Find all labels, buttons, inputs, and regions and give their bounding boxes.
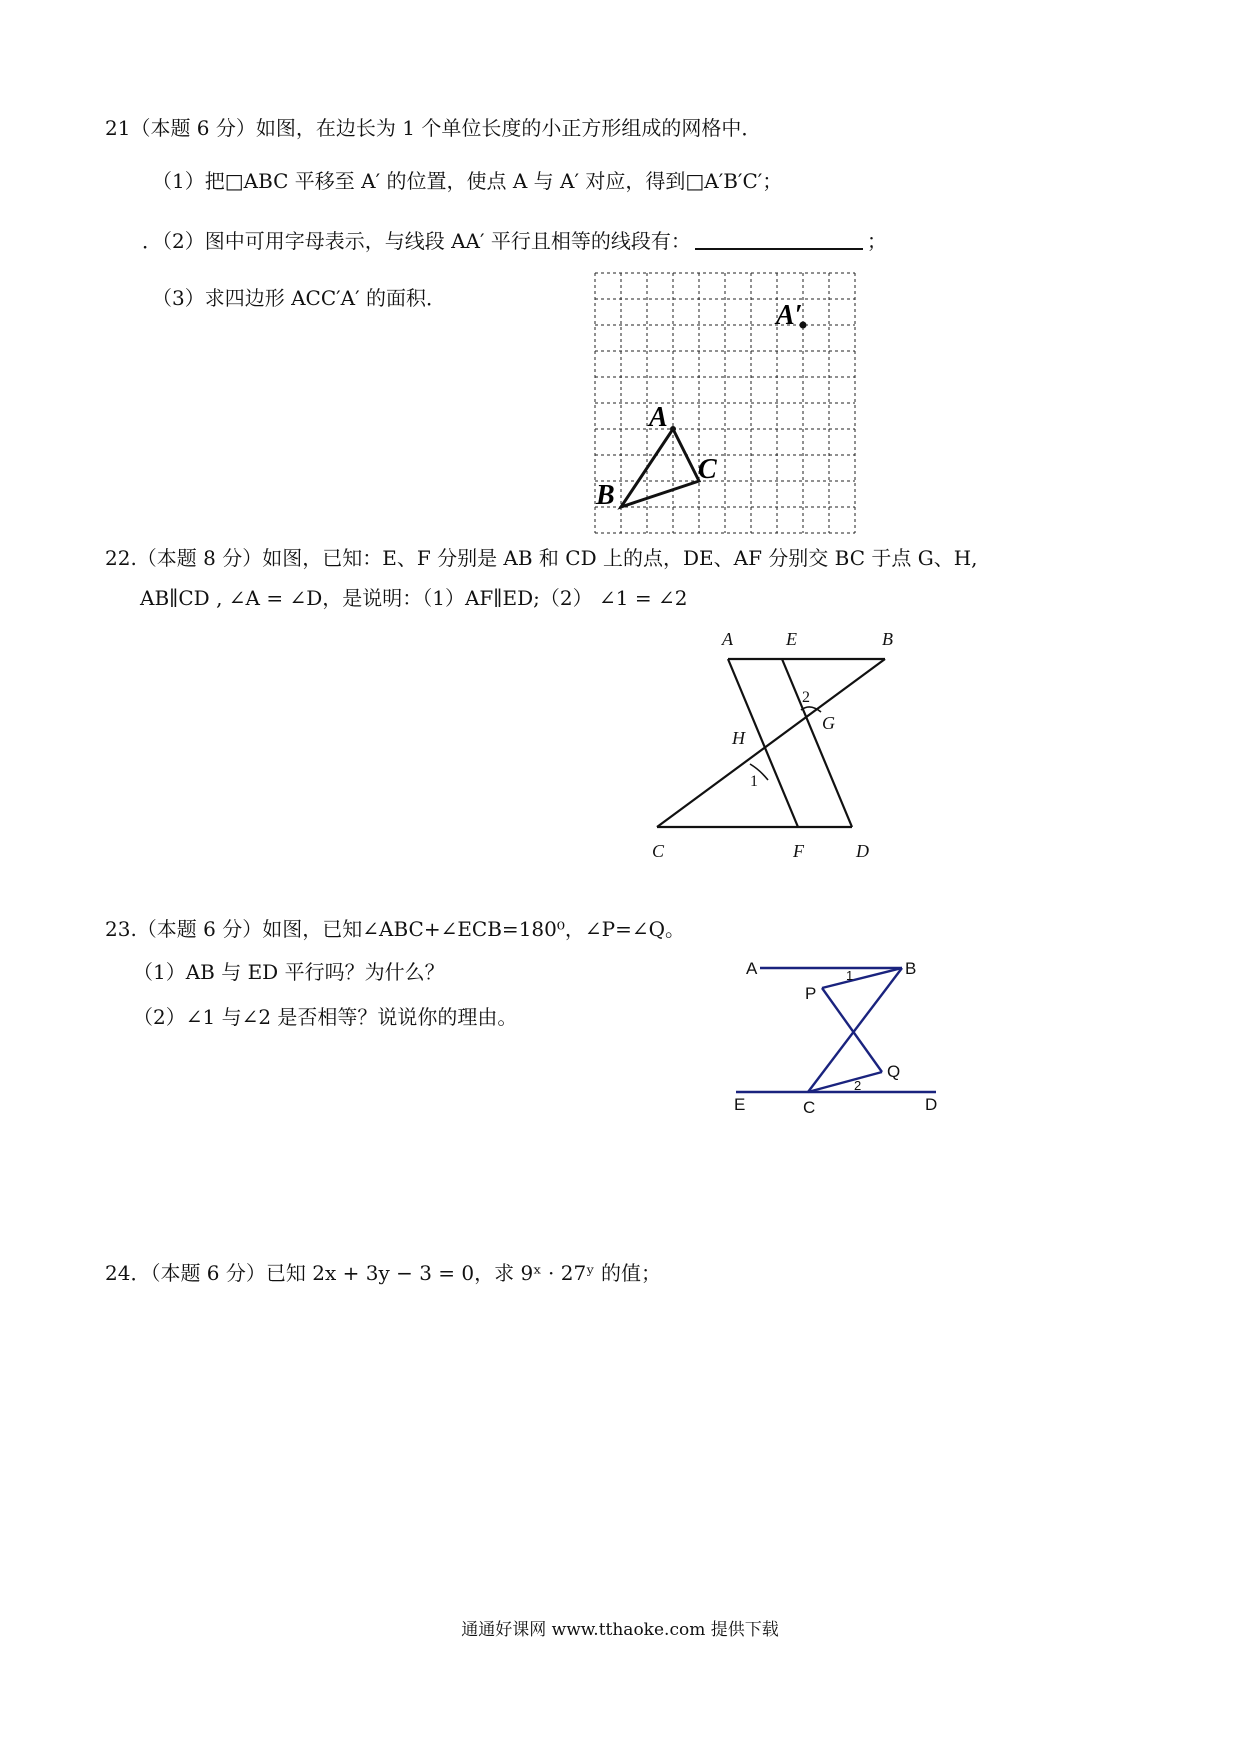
angle-1-label: 1 (750, 773, 758, 790)
label-f: F (793, 841, 804, 861)
angle-1-label: 1 (846, 968, 854, 983)
q24-title: 24．（本题 6 分）已知 2x + 3y − 3 = 0，求 9ˣ · 27ʸ 的值； (105, 1261, 662, 1285)
q23-part1: （1）AB 与 ED 平行吗？为什么？ (133, 960, 445, 984)
segment-bc (657, 659, 885, 827)
answer-blank (695, 226, 863, 250)
label-c: C (803, 1098, 816, 1117)
label-e: E (734, 1095, 746, 1114)
q21-part3: （3）求四边形 ACC′A′ 的面积． (152, 286, 447, 310)
q22-title: 22.（本题 8 分）如图，已知：E、F 分别是 AB 和 CD 上的点，DE、AF 分别交 BC 于点 G、H, (105, 546, 978, 570)
q23-title: 23.（本题 6 分）如图，已知∠ABC+∠ECB=180⁰，∠P=∠Q。 (105, 917, 686, 941)
label-c: C (652, 841, 665, 861)
q22-condition: AB∥CD , ∠A = ∠D，是说明：（1）AF∥ED;（2） ∠1 = ∠2 (140, 586, 688, 610)
point-a (670, 426, 676, 432)
label-b: B (905, 959, 917, 978)
q21-part1: （1）把□ABC 平移至 A′ 的位置，使点 A 与 A′ 对应，得到□A′B′C′； (152, 169, 783, 193)
q23-figure (728, 950, 948, 1120)
label-a: A (649, 402, 668, 433)
label-d: D (925, 1095, 938, 1114)
q23-part2: （2）∠1 与∠2 是否相等？说说你的理由。 (133, 1005, 518, 1029)
label-a: A (746, 959, 758, 978)
label-a-prime: A′ (776, 300, 803, 331)
q22-figure (640, 620, 920, 870)
q21-part2 (142, 226, 887, 255)
q21-part2-end: ； (866, 229, 887, 253)
grid-lines (595, 273, 855, 533)
triangle-abc (621, 429, 699, 507)
q21-grid-figure (588, 268, 860, 536)
q21-part2-text: ．（2）图中可用字母表示，与线段 AA′ 平行且相等的线段有： (142, 229, 691, 253)
label-d: D (856, 841, 869, 861)
label-p: P (805, 984, 817, 1003)
angle-2-label: 2 (854, 1078, 862, 1093)
page-footer: 通通好课网 www.tthaoke.com 提供下载 (461, 1620, 779, 1640)
q21-title: 21（本题 6 分）如图，在边长为 1 个单位长度的小正方形组成的网格中． (105, 116, 762, 140)
label-h: H (732, 728, 745, 748)
angle-2-label: 2 (802, 689, 810, 706)
label-b: B (596, 480, 615, 511)
segment-ed (782, 659, 852, 827)
label-e: E (786, 629, 797, 649)
label-b: B (882, 629, 893, 649)
segment-cq (808, 1072, 882, 1092)
label-c: C (698, 454, 717, 485)
label-a: A (722, 629, 733, 649)
segment-pq (822, 988, 882, 1072)
label-q: Q (887, 1062, 901, 1081)
label-g: G (822, 713, 835, 733)
